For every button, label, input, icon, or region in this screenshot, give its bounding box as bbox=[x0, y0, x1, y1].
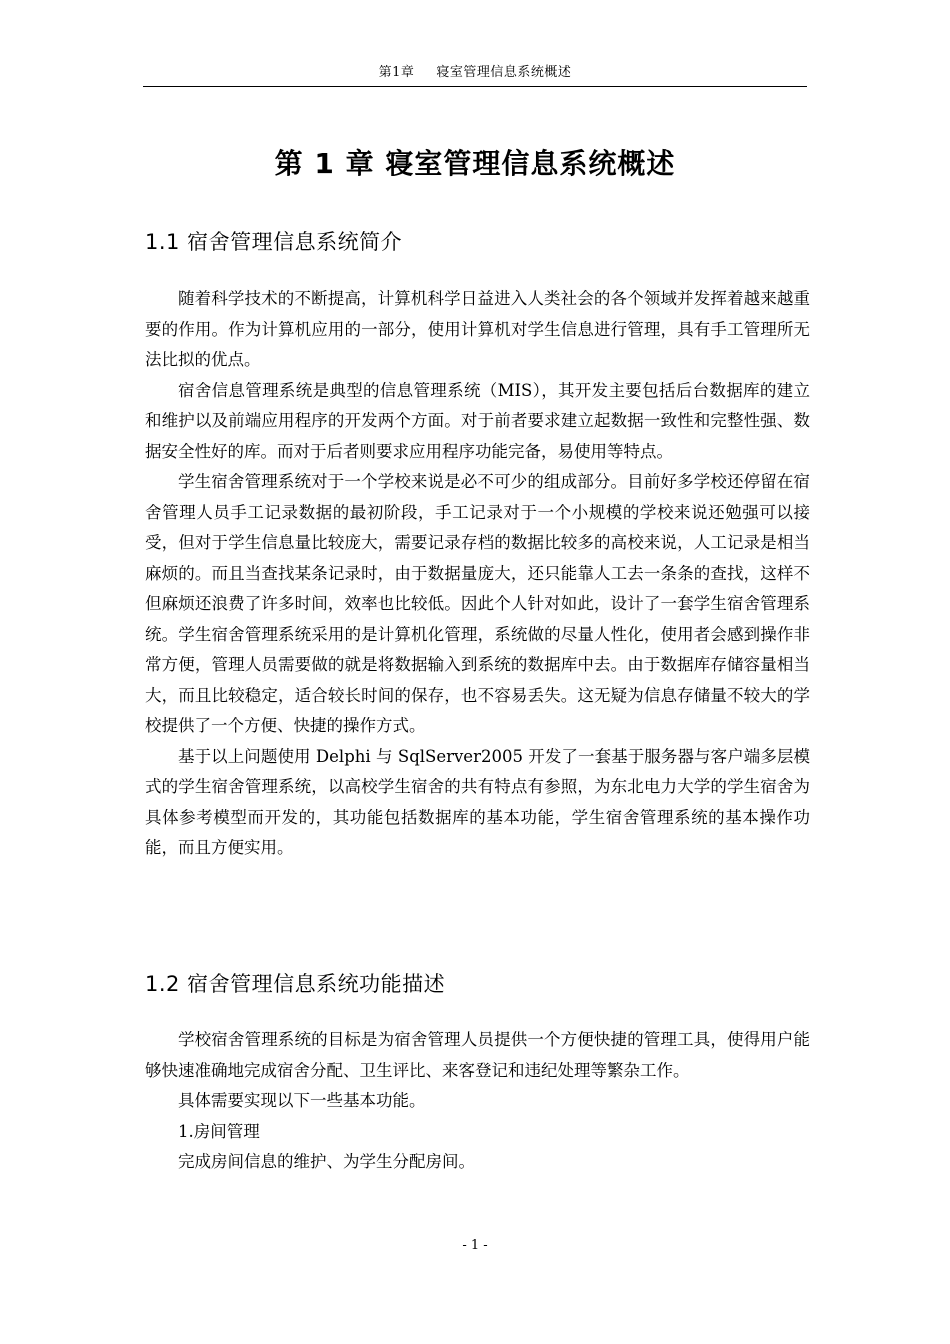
section-heading-1-2: 1.2 宿舍管理信息系统功能描述 bbox=[145, 972, 446, 996]
paragraph: 具体需要实现以下一些基本功能。 bbox=[178, 1091, 426, 1110]
section-1-1-body bbox=[145, 284, 810, 864]
running-header bbox=[0, 61, 950, 80]
page-number: - 1 - bbox=[462, 1238, 488, 1253]
paragraph: 宿舍信息管理系统是典型的信息管理系统（MIS），其开发主要包括后台数据库的建立和维护以及前端应用程序的开发两个方面。对于前者要求建立起数据一致性和完整性强、数据安全性好的库。而对于后者则要求应用程序功能完备，易使用等特点。 bbox=[145, 380, 810, 461]
header-rule bbox=[143, 86, 807, 87]
chapter-title: 第 1 章 寝室管理信息系统概述 bbox=[274, 147, 676, 180]
header-chapter-name: 寝室管理信息系统概述 bbox=[436, 65, 572, 80]
paragraph: 完成房间信息的维护、为学生分配房间。 bbox=[178, 1152, 475, 1171]
header-chapter-label: 第1章 bbox=[378, 65, 415, 80]
paragraph: 学校宿舍管理系统的目标是为宿舍管理人员提供一个方便快捷的管理工具，使得用户能够快速准确地完成宿舍分配、卫生评比、来客登记和违纪处理等繁杂工作。 bbox=[145, 1030, 810, 1080]
paragraph: 随着科学技术的不断提高，计算机科学日益进入人类社会的各个领域并发挥着越来越重要的作用。作为计算机应用的一部分，使用计算机对学生信息进行管理，具有手工管理所无法比拟的优点。 bbox=[145, 289, 810, 369]
paragraph: 学生宿舍管理系统对于一个学校来说是必不可少的组成部分。目前好多学校还停留在宿舍管理人员手工记录数据的最初阶段，手工记录对于一个小规模的学校来说还勉强可以接受，但对于学生信息量比较庞大，需要记录存档的数据比较多的高校来说，人工记录是相当麻烦的。而且当查找某条记录时，由于数据量庞大，还只能靠人工去一条条的查找，这样不但麻烦还浪费了许多时间，效率也比较低。因此个人针对如此，设计了一套学生宿舍管理系统。学生宿舍管理系统采用的是计算机化管理，系统做的尽量人性化，使用者会感到操作非常方便，管理人员需要做的就是将数据输入到系统的数据库中去。由于数据库存储容量相当大，而且比较稳定，适合较长时间的保存，也不容易丢失。这无疑为信息存储量不较大的学校提供了一个方便、快捷的操作方式。 bbox=[145, 472, 810, 735]
list-item-heading: 1.房间管理 bbox=[178, 1121, 260, 1141]
section-1-2-body bbox=[145, 1025, 810, 1178]
section-heading-1-1: 1.1 宿舍管理信息系统简介 bbox=[145, 230, 403, 254]
paragraph: 基于以上问题使用 Delphi 与 SqlServer2005 开发了一套基于服务器与客户端多层模式的学生宿舍管理系统，以高校学生宿舍的共有特点有参照，为东北电力大学的学生宿舍为具体参考模型而开发的，其功能包括数据库的基本功能，学生宿舍管理系统的基本操作功能，而且方便实用。 bbox=[145, 746, 810, 857]
